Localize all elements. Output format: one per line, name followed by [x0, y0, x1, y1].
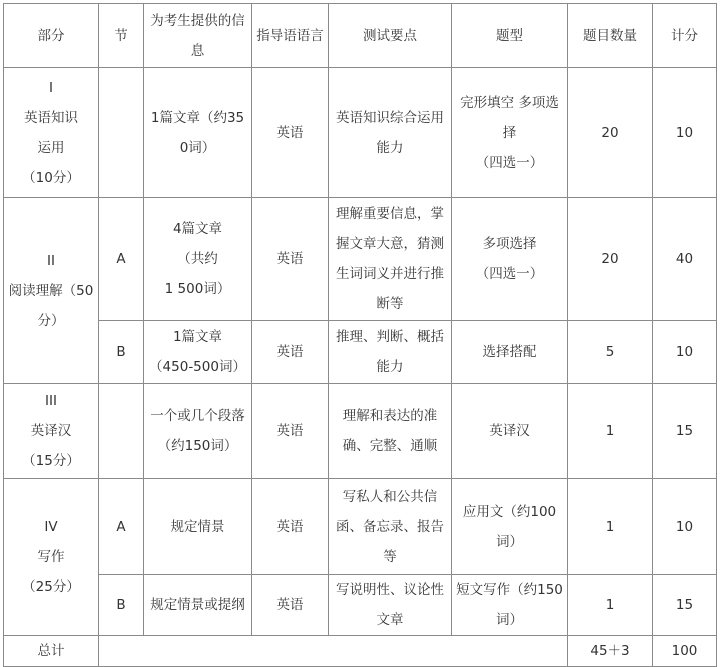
part-line: 英语知识 — [24, 109, 78, 126]
header-info: 为考生提供的信息 — [144, 4, 252, 68]
info-line: 1 500词） — [164, 281, 231, 297]
total-label: 总计 — [4, 636, 99, 667]
test-points-cell: 写说明性、议论性文章 — [329, 575, 452, 636]
question-type-cell: 英译汉 — [452, 384, 568, 479]
info-line: 1篇文章 — [172, 329, 223, 345]
part-line: 英译汉 — [30, 423, 72, 439]
test-points-cell: 理解重要信息，掌握文章大意，猜测生词词义并进行推断等 — [329, 198, 452, 321]
question-count-cell: 1 — [568, 479, 653, 575]
section-cell — [99, 384, 144, 479]
header-question-count: 题目数量 — [568, 4, 653, 68]
question-type-cell: 选择搭配 — [452, 321, 568, 384]
question-type-cell: 应用文（约100词） — [452, 479, 568, 575]
total-row — [4, 636, 717, 667]
table-row — [4, 575, 717, 636]
test-points-cell: 理解和表达的准确、完整、通顺 — [329, 384, 452, 479]
header-question-type: 题型 — [452, 4, 568, 68]
section-cell: A — [99, 479, 144, 575]
exam-structure-table — [3, 3, 717, 667]
question-count-cell: 5 — [568, 321, 653, 384]
part-cell — [4, 68, 99, 198]
info-cell — [144, 198, 252, 321]
part-line: I — [49, 79, 53, 96]
score-cell: 10 — [653, 68, 717, 198]
question-count-cell: 1 — [568, 575, 653, 636]
instruction-language-cell: 英语 — [252, 68, 329, 198]
section-cell — [99, 68, 144, 198]
table-row — [4, 384, 717, 479]
question-count-cell: 20 — [568, 68, 653, 198]
part-cell — [4, 384, 99, 479]
header-part: 部分 — [4, 4, 99, 68]
header-test-points: 测试要点 — [329, 4, 452, 68]
instruction-language-cell: 英语 — [252, 384, 329, 479]
total-score: 100 — [653, 636, 717, 667]
info-cell: 规定情景 — [144, 479, 252, 575]
info-line: （共约 — [177, 251, 218, 267]
info-line: 4篇文章 — [172, 221, 223, 237]
test-points-cell: 英语知识综合运用能力 — [329, 68, 452, 198]
section-cell: B — [99, 575, 144, 636]
part-line: （10分） — [22, 169, 80, 186]
instruction-language-cell: 英语 — [252, 575, 329, 636]
info-line: （450-500词） — [149, 359, 246, 375]
question-type-line: 多项选择 — [482, 236, 537, 252]
table-row — [4, 479, 717, 575]
question-count-cell: 1 — [568, 384, 653, 479]
part-line: （25分） — [22, 579, 80, 595]
info-cell: 1篇文章（约350词） — [144, 68, 252, 198]
instruction-language-cell: 英语 — [252, 198, 329, 321]
part-line: III — [45, 393, 57, 409]
question-count-cell: 20 — [568, 198, 653, 321]
part-line: II — [47, 252, 55, 269]
instruction-language-cell: 英语 — [252, 479, 329, 575]
info-line: （约150词） — [157, 438, 238, 454]
header-score: 计分 — [653, 4, 717, 68]
part-line: 运用 — [37, 139, 65, 156]
table-row — [4, 198, 717, 321]
score-cell: 10 — [653, 321, 717, 384]
test-points-cell: 推理、判断、概括能力 — [329, 321, 452, 384]
test-points-cell: 写私人和公共信函、备忘录、报告等 — [329, 479, 452, 575]
info-cell: 规定情景或提纲 — [144, 575, 252, 636]
part-cell — [4, 198, 99, 384]
score-cell: 10 — [653, 479, 717, 575]
info-cell — [144, 384, 252, 479]
part-cell — [4, 479, 99, 636]
info-cell — [144, 321, 252, 384]
table-row — [4, 321, 717, 384]
total-count: 45＋3 — [568, 636, 653, 667]
section-cell: A — [99, 198, 144, 321]
header-row — [4, 4, 717, 68]
question-type-line: 完形填空 多项选择 — [460, 94, 559, 141]
table-row — [4, 68, 717, 198]
score-cell: 15 — [653, 384, 717, 479]
total-spacer — [99, 636, 568, 667]
info-line: 一个或几个段落 — [150, 408, 245, 424]
part-line: （15分） — [22, 453, 80, 469]
score-cell: 15 — [653, 575, 717, 636]
score-cell: 40 — [653, 198, 717, 321]
question-type-cell: 短文写作（约150词） — [452, 575, 568, 636]
section-cell: B — [99, 321, 144, 384]
header-section: 节 — [99, 4, 144, 68]
header-instruction-language: 指导语语言 — [252, 4, 329, 68]
part-line: 写作 — [37, 549, 65, 565]
question-type-line: （四选一） — [475, 266, 544, 282]
question-type-line: （四选一） — [475, 154, 544, 171]
question-type-cell — [452, 68, 568, 198]
part-line: 阅读理解（50分） — [8, 282, 94, 329]
part-line: IV — [44, 519, 58, 535]
question-type-cell — [452, 198, 568, 321]
instruction-language-cell: 英语 — [252, 321, 329, 384]
